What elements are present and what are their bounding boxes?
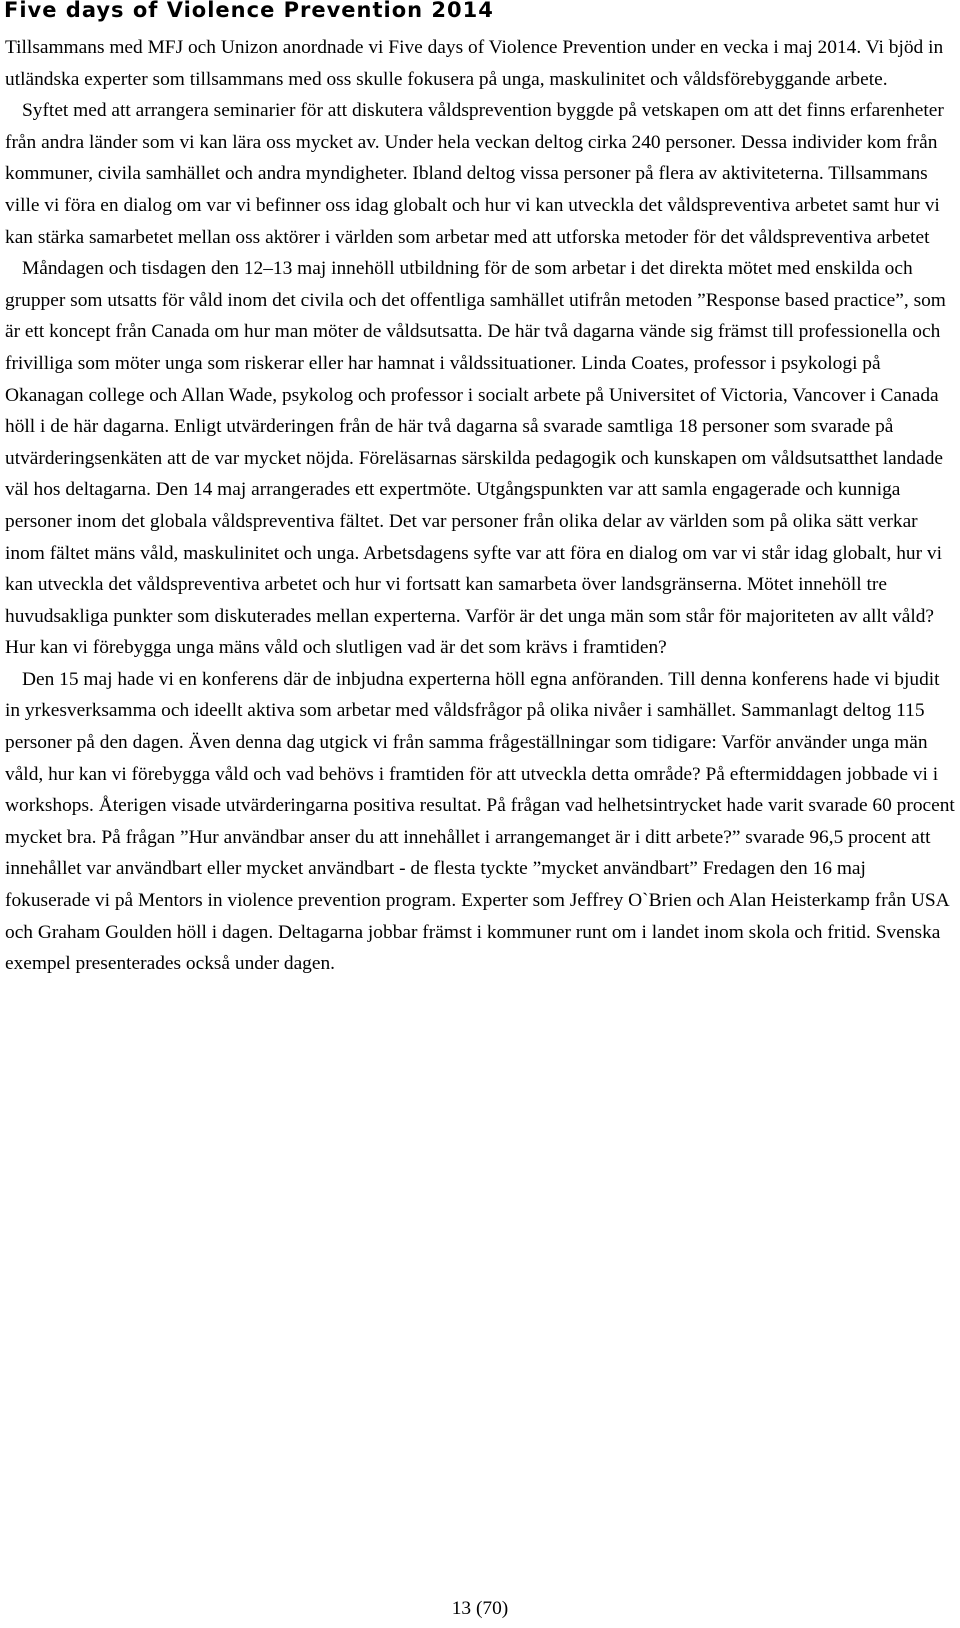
paragraph-monday-tuesday: Måndagen och tisdagen den 12–13 maj innehöll utbildning för de som arbetar i det direkta mötet med enskilda och grupper som utsatts för våld inom det civila och det offentliga samhället utifrån metoden ”Response based practice”, som är ett koncept från Canada om hur man möter de våldsutsatta. De här två dagarna vände sig främst till professionella och frivilliga som möter unga som riskerar eller har hamnat i våldssituationer. Linda Coates, professor i psykologi på Okanagan college och Allan Wade, psykolog och professor i socialt arbete på Universitet of Victoria, Vancover i Canada höll i de här dagarna. Enligt utvärderingen från de här två dagarna så svarade samtliga 18 personer som svarade på utvärderingsenkäten att de var mycket nöjda. Föreläsarnas särskilda pedagogik och kunskapen om våldsutsatthet landade väl hos deltagarna. Den 14 maj arrangerades ett expertmöte. Utgångspunkten var att samla engagerade och kunniga personer inom det globala våldspreventiva fältet. Det var personer från olika delar av världen som på olika sätt verkar inom fältet mäns våld, maskulinitet och unga. Arbetsdagens syfte var att föra en dialog om var vi står idag globalt, hur vi kan utveckla det våldspreventiva arbetet och hur vi fortsatt kan samarbeta över landsgränserna. Mötet innehöll tre huvudsakliga punkter som diskuterades mellan experterna. Varför är det unga män som står för majoriteten av allt våld? Hur kan vi förebygga unga mäns våld och slutligen vad är det som krävs i framtiden?	[5, 258, 946, 659]
paragraph-conference: Den 15 maj hade vi en konferens där de inbjudna experterna höll egna anföranden. Till denna konferens hade vi bjudit in yrkesverksamma och ideellt aktiva som arbetar med våldsfrågor på olika nivåer i samhället. Sammanlagt deltog 115 personer på den dagen. Även denna dag utgick vi från samma frågeställningar som tidigare: Varför använder unga män våld, hur kan vi förebygga våld och vad behövs i framtiden för att utveckla detta område? På eftermiddagen jobbade vi i workshops. Återigen visade utvärderingarna positiva resultat. På frågan vad helhetsintrycket hade varit svarade 60 procent mycket bra. På frågan ”Hur användbar anser du att innehållet i arrangemanget är i ditt arbete?” svarade 96,5 procent att innehållet var användbart eller mycket användbart - de flesta tyckte ”mycket användbart” Fredagen den 16 maj fokuserade vi på Mentors in violence prevention program. Experter som Jeffrey O`Brien och Alan Heisterkamp från USA och Graham Goulden höll i dagen. Deltagarna jobbar främst i kommuner runt om i landet inom skola och fritid. Svenska exempel presenterades också under dagen.	[5, 668, 955, 975]
page-number: 13 (70)	[451, 1598, 509, 1619]
paragraph-purpose: Syftet med att arrangera seminarier för att diskutera våldsprevention byggde på vetskapen om att det finns erfarenheter från andra länder som vi kan lära oss mycket av. Under hela veckan deltog cirka 240 personer. Dessa individer kom från kommuner, civila samhället och andra myndigheter. Ibland deltog vissa personer på flera av aktiviteterna. Tillsammans ville vi föra en dialog om var vi befinner oss idag globalt och hur vi kan utveckla det våldspreventiva arbetet samt hur vi kan stärka samarbetet mellan oss aktörer i världen som arbetar med att utforska metoder för det våldspreventiva arbetet	[5, 100, 944, 248]
paragraph-intro: Tillsammans med MFJ och Unizon anordnade vi Five days of Violence Prevention under en vecka i maj 2014. Vi bjöd in utländska experter som tillsammans med oss skulle fokusera på unga, maskulinitet och våldsförebyggande arbete.	[5, 37, 944, 90]
page-title: Five days of Violence Prevention 2014	[4, 0, 494, 22]
body-text	[5, 32, 955, 980]
